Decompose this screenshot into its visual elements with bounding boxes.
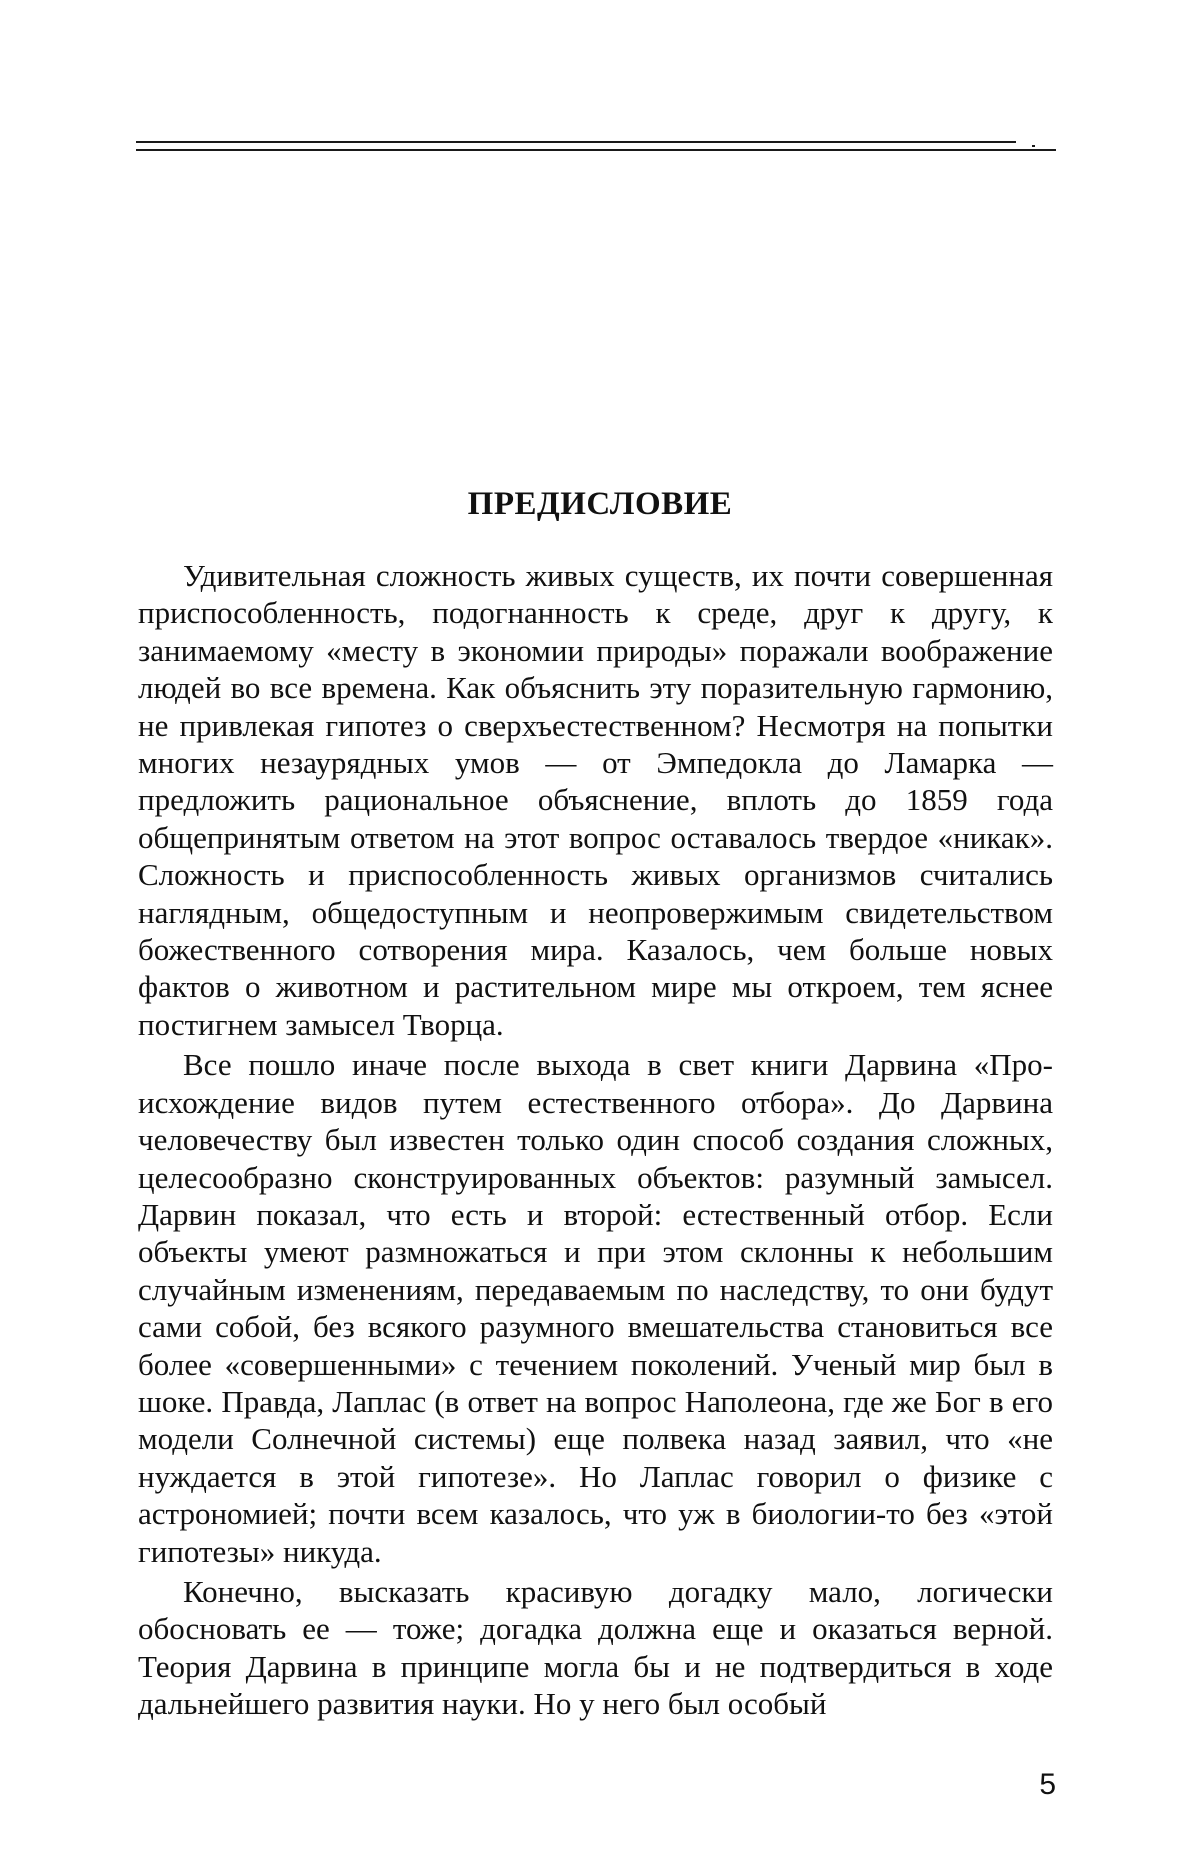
header-rule [136, 141, 1056, 153]
paragraph: Удивительная сложность живых существ, их почти совер­шенная приспособленность, подогнанность к среде, друг к другу, к занимаемому «месту в экономии природы» поражали воображение людей во все времена. Как объяснить эту пора­зительную гармонию, не привлекая гипотез о сверхъестест­венном? Несмотря на попытки многих незаурядных умов — от Эмпедокла до Ламарка — предложить рациональное объяс­нение, вплоть до 1859 года общепринятым ответом на этот вопрос оставалось твердое «никак». Сложность и приспособ­ленность живых организмов считались наглядным, общедос­тупным и неопровержимым свидетельством божественного сотворения мира. Казалось, чем больше новых фактов о жи­вотном и растительном мире мы откроем, тем яснее постигнем замысел Творца. [138, 557, 1053, 1043]
header-rule-top [136, 141, 1016, 143]
paragraph: Конечно, высказать красивую догадку мало, логически обосновать ее — тоже; догадка должна еще и оказаться вер­ной. Теория Дарвина в принципе могла бы и не подтвердить­ся в ходе дальнейшего развития науки. Но у него был особый [138, 1573, 1053, 1723]
page-title: ПРЕДИСЛОВИЕ [0, 486, 1200, 523]
header-rule-mark [1032, 145, 1035, 147]
body-text [138, 557, 1053, 1726]
paragraph: Все пошло иначе после выхода в свет книги Дарвина «Про­исхождение видов путем естественного отбора». До Дарвина человечеству был известен только один способ создания слож­ных, целесообразно сконструированных объектов: разумный замысел. Дарвин показал, что есть и второй: естественный от­бор. Если объекты умеют размножаться и при этом склонны к небольшим случайным изменениям, передаваемым по на­следству, то они будут сами собой, без всякого разумного вме­шательства становиться все более «совершенными» с течением поколений. Ученый мир был в шоке. Правда, Лаплас (в ответ на вопрос Наполеона, где же Бог в его модели Солнечной си­стемы) еще полвека назад заявил, что «не нуждается в этой гипотезе». Но Лаплас говорил о физике с астрономией; почти всем казалось, что уж в биологии-то без «этой гипотезы» ни­куда. [138, 1046, 1053, 1570]
page-number: 5 [1036, 1768, 1056, 1802]
header-rule-bottom [136, 149, 1056, 151]
